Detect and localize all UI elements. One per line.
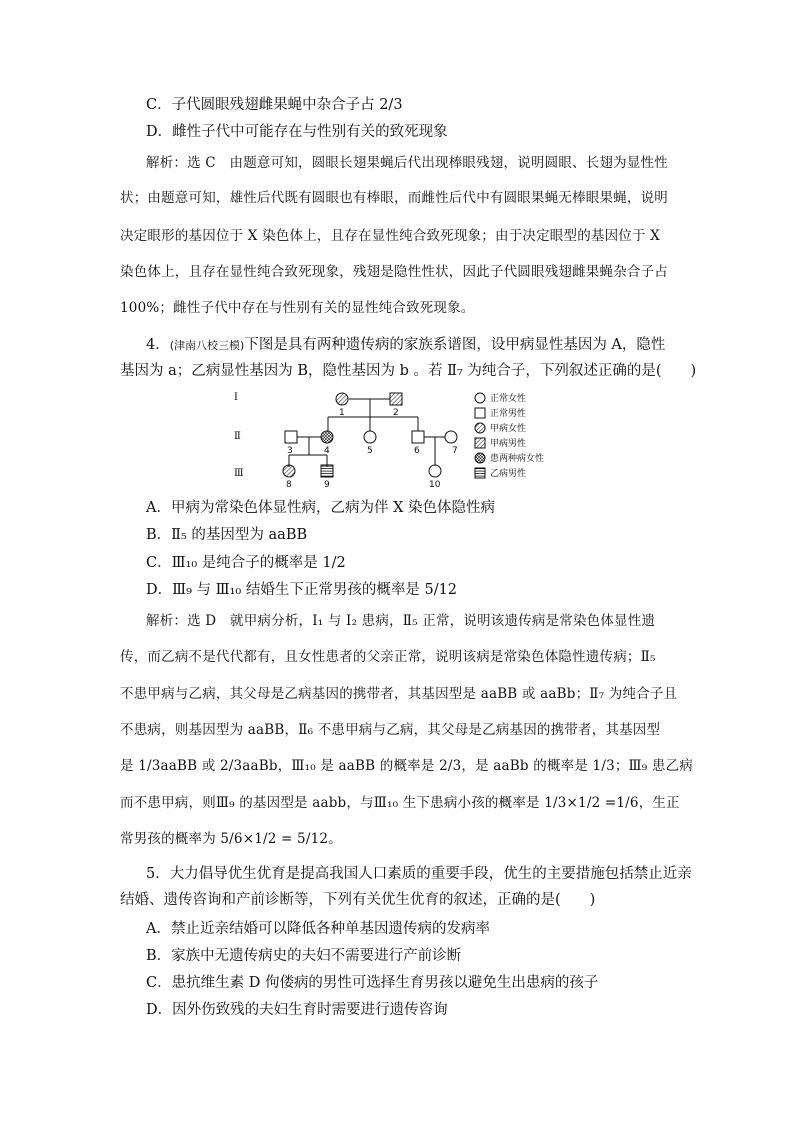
q3-option-c: C．子代圆眼残翅雌果蝇中杂合子占 2/3 bbox=[146, 97, 403, 113]
individual-1-affected-a-female-icon bbox=[336, 393, 348, 405]
label-6: 6 bbox=[414, 446, 420, 456]
legend-normal-male-icon bbox=[475, 408, 485, 418]
legend-affected-a-male-label: 甲病男性 bbox=[490, 439, 527, 449]
legend-both-diseases-female-label: 患两种病女性 bbox=[490, 454, 545, 464]
q4-option-a: A．甲病为常染色体显性病，乙病为伴 X 染色体隐性病 bbox=[146, 500, 496, 516]
q3-analysis-line-4: 染色体上，且存在显性纯合致死现象，残翅是隐性性状，因此子代圆眼残翅雌果蝇杂合子占 bbox=[120, 264, 668, 280]
individual-2-affected-a-male-icon bbox=[390, 393, 402, 405]
legend-normal-female-label: 正常女性 bbox=[490, 394, 527, 404]
individual-5-normal-female-icon bbox=[364, 431, 376, 443]
generation-label-3: Ⅲ bbox=[234, 468, 244, 479]
q4-option-c: C．Ⅲ₁₀ 是纯合子的概率是 1/2 bbox=[146, 555, 346, 571]
q5-option-a: A．禁止近亲结婚可以降低各种单基因遗传病的发病率 bbox=[146, 921, 490, 937]
label-10: 10 bbox=[429, 480, 441, 488]
q4-analysis-line-7: 常男孩的概率为 5/6×1/2 = 5/12。 bbox=[120, 831, 342, 847]
legend-affected-b-male-label: 乙病男性 bbox=[490, 469, 527, 479]
q5-option-b: B．家族中无遗传病史的夫妇不需要进行产前诊断 bbox=[146, 948, 462, 964]
legend-normal-female-icon bbox=[475, 393, 485, 403]
q4-number: 4． bbox=[146, 337, 170, 353]
label-8: 8 bbox=[286, 480, 292, 488]
generation-label-1: Ⅰ bbox=[234, 392, 238, 403]
q3-analysis-line-2: 状；由题意可知，雄性后代既有圆眼也有棒眼，而雌性后代中有圆眼果蝇无棒眼果蝇，说明 bbox=[120, 190, 668, 206]
label-1: 1 bbox=[339, 408, 345, 418]
q5-stem-line-1: 5．大力倡导优生优育是提高我国人口素质的重要手段，优生的主要措施包括禁止近亲 bbox=[146, 866, 692, 882]
label-9: 9 bbox=[324, 480, 330, 488]
q5-option-d: D．因外伤致残的夫妇生育时需要进行遗传咨询 bbox=[146, 1002, 448, 1018]
individual-10-normal-female-icon bbox=[429, 465, 441, 477]
q4-stem-line-2: 基因为 a；乙病显性基因为 B，隐性基因为 b 。若 Ⅱ₇ 为纯合子，下列叙述正确的是( ) bbox=[120, 363, 697, 379]
q5-stem-line-2: 结婚、遗传咨询和产前诊断等，下列有关优生优育的叙述，正确的是( ) bbox=[120, 892, 596, 908]
individual-9-affected-b-male-icon bbox=[321, 465, 333, 477]
q4-analysis-line-6: 而不患甲病，则Ⅲ₉ 的基因型是 aabb，与Ⅲ₁₀ 生下患病小孩的概率是 1/3×1/2 =1/6，生正 bbox=[120, 795, 680, 811]
legend-affected-a-female-label: 甲病女性 bbox=[490, 424, 527, 434]
label-3: 3 bbox=[287, 446, 293, 456]
pedigree-legend bbox=[475, 392, 544, 479]
individual-8-affected-a-female-icon bbox=[283, 465, 295, 477]
label-7: 7 bbox=[452, 446, 458, 456]
q3-analysis-line-5: 100%；雌性子代中存在与性别有关的显性纯合致死现象。 bbox=[120, 300, 475, 316]
label-4: 4 bbox=[324, 446, 330, 456]
individual-4-both-diseases-female-icon bbox=[321, 431, 333, 443]
legend-affected-a-male-icon bbox=[475, 438, 485, 448]
legend-normal-male-label: 正常男性 bbox=[490, 409, 527, 419]
legend-affected-b-male-icon bbox=[475, 468, 485, 478]
individual-3-normal-male-icon bbox=[285, 431, 297, 443]
legend-both-diseases-female-icon bbox=[475, 453, 485, 463]
generation-label-2: Ⅱ bbox=[234, 431, 241, 442]
q4-analysis-line-3: 不患甲病与乙病，其父母是乙病基因的携带者，其基因型是 aaBB 或 aaBb；Ⅱ₇ 为纯合子且 bbox=[120, 686, 678, 702]
q3-analysis-line-1: 解析：选 C 由题意可知，圆眼长翅果蝇后代出现棒眼残翅，说明圆眼、长翅为显性性 bbox=[146, 155, 668, 171]
label-5: 5 bbox=[367, 446, 373, 456]
q5-option-c: C．患抗维生素 D 佝偻病的男性可选择生育男孩以避免生出患病的孩子 bbox=[146, 975, 599, 991]
individual-7-normal-female-icon bbox=[445, 431, 457, 443]
label-2: 2 bbox=[393, 408, 399, 418]
individual-6-normal-male-icon bbox=[412, 431, 424, 443]
q4-option-b: B．Ⅱ₅ 的基因型为 aaBB bbox=[146, 527, 308, 543]
q4-stem-text: 下图是具有两种遗传病的家族系谱图，设甲病显性基因为 A，隐性 bbox=[244, 337, 666, 353]
q4-analysis-line-5: 是 1/3aaBB 或 2/3aaBb，Ⅲ₁₀ 是 aaBB 的概率是 2/3，是 aaBb 的概率是 1/3；Ⅲ₉ 患乙病 bbox=[120, 758, 693, 774]
q4-source-tag: (津南八校三模) bbox=[169, 339, 245, 352]
legend-affected-a-female-icon bbox=[475, 423, 485, 433]
q4-analysis-line-1: 解析：选 D 就甲病分析，Ⅰ₁ 与 Ⅰ₂ 患病，Ⅱ₅ 正常，说明该遗传病是常染色体显性遗 bbox=[146, 613, 656, 629]
q4-analysis-line-2: 传，而乙病不是代代都有，且女性患者的父亲正常，说明该病是常染色体隐性遗传病；Ⅱ₅ bbox=[120, 649, 656, 665]
q4-analysis-line-4: 不患病，则基因型为 aaBB，Ⅱ₆ 不患甲病与乙病，其父母是乙病基因的携带者，其基因型 bbox=[120, 722, 661, 738]
pedigree-chart bbox=[230, 388, 580, 488]
q4-option-d: D．Ⅲ₉ 与 Ⅲ₁₀ 结婚生下正常男孩的概率是 5/12 bbox=[146, 582, 458, 598]
q4-stem-line-1 bbox=[146, 335, 706, 356]
q3-analysis-line-3: 决定眼形的基因位于 X 染色体上，且存在显性纯合致死现象；由于决定眼型的基因位于 X bbox=[120, 228, 660, 244]
q3-option-d: D．雌性子代中可能存在与性别有关的致死现象 bbox=[146, 124, 448, 140]
